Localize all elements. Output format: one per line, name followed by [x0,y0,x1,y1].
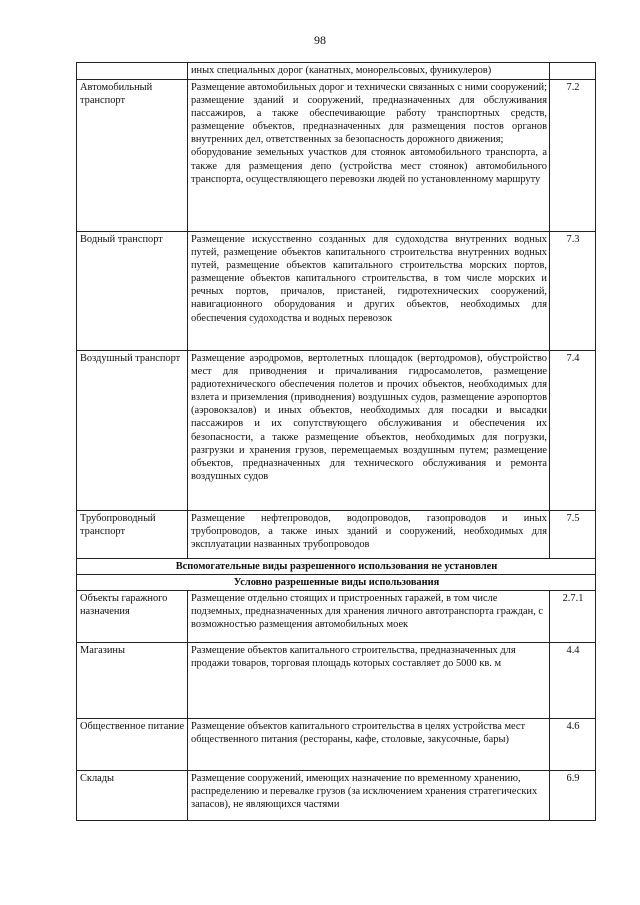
name-cell: Водный транспорт [77,232,188,351]
description-paragraph: оборудование земельных участков для стоянок автомобильного транспорта, а также для размещения депо (устройства мест стоянок) автомобильного транспорта, осуществляющего перевозки людей по установленному маршруту [191,147,547,185]
table-row-shops [77,643,596,719]
description-cell: Размещение аэродромов, вертолетных площадок (вертодромов), обустройство мест для приводнения и причаливания гидросамолетов, размещение радиотехнического обеспечения полетов и прочих объектов, необходимых для взлета и приземления (приводнения) воздушных судов, размещение аэропортов (аэровокзалов) и иных объектов, необходимых для посадки и высадки пассажиров и их сопутствующего обслуживания и обеспечения их безопасности, а также размещение объектов, необходимых для погрузки, разгрузки и хранения грузов, перемещаемых воздушным путем; размещение объектов, предназначенных для технического обслуживания и ремонта воздушных судов [188,351,550,511]
table-row-pipeline-transport [77,511,596,559]
section-heading: Вспомогательные виды разрешенного использования не установлен [77,559,596,575]
code-cell: 6.9 [550,771,596,821]
page-number: 98 [314,33,326,47]
table-row-air-transport [77,351,596,511]
description-cell: Размещение сооружений, имеющих назначение по временному хранению, распределению и перевалке грузов (за исключением хранения стратегических запасов), не являющихся частями [188,771,550,821]
table-row-continuation [77,63,596,80]
code-cell: 7.3 [550,232,596,351]
code-cell: 7.4 [550,351,596,511]
description-paragraph: Размещение автомобильных дорог и технически связанных с ними сооружений; размещение зданий и сооружений, предназначенных для обслуживания пассажиров, а также обеспечивающие работу транспортных средств, размещение объектов, предназначенных для размещения постов органов внутренних дел, ответственных за безопасность дорожного движения; [191,82,547,146]
description-cell: Размещение объектов капитального строительства в целях устройства мест общественного питания (рестораны, кафе, столовые, закусочные, бары) [188,719,550,771]
description-cell: Размещение отдельно стоящих и пристроенных гаражей, в том числе подземных, предназначенных для хранения личного автотранспорта граждан, с возможностью размещения автомобильных моек [188,591,550,643]
name-cell: Объекты гаражного назначения [77,591,188,643]
code-cell: 7.2 [550,80,596,232]
name-cell [77,63,188,80]
table-row-water-transport [77,232,596,351]
name-cell: Магазины [77,643,188,719]
section-auxiliary-header [77,559,596,575]
code-cell: 4.4 [550,643,596,719]
land-use-table [76,62,596,821]
section-conditional-header [77,575,596,591]
section-heading: Условно разрешенные виды использования [77,575,596,591]
table-row-garages [77,591,596,643]
table-row-catering [77,719,596,771]
description-cell: иных специальных дорог (канатных, монорельсовых, фуникулеров) [188,63,550,80]
code-cell [550,63,596,80]
description-cell: Размещение объектов капитального строительства, предназначенных для продажи товаров, торговая площадь которых составляет до 5000 кв. м [188,643,550,719]
name-cell: Воздушный транспорт [77,351,188,511]
code-cell: 7.5 [550,511,596,559]
table-row-auto-transport [77,80,596,232]
code-cell: 4.6 [550,719,596,771]
description-cell [188,80,550,232]
name-cell: Склады [77,771,188,821]
name-cell: Общественное питание [77,719,188,771]
name-cell: Трубопроводный транспорт [77,511,188,559]
description-cell: Размещение нефтепроводов, водопроводов, газопроводов и иных трубопроводов, а также иных зданий и сооружений, необходимых для эксплуатации названных трубопроводов [188,511,550,559]
name-cell: Автомобильный транспорт [77,80,188,232]
table-row-warehouses [77,771,596,821]
code-cell: 2.7.1 [550,591,596,643]
description-cell: Размещение искусственно созданных для судоходства внутренних водных путей, размещение объектов капитального строительства внутренних водных путей, размещение объектов капитального строительства морских портов, размещение объектов капитального строительства, в том числе морских и речных портов, причалов, пристаней, гидротехнических сооружений, навигационного оборудования и других объектов, необходимых для обеспечения судоходства и водных перевозок [188,232,550,351]
